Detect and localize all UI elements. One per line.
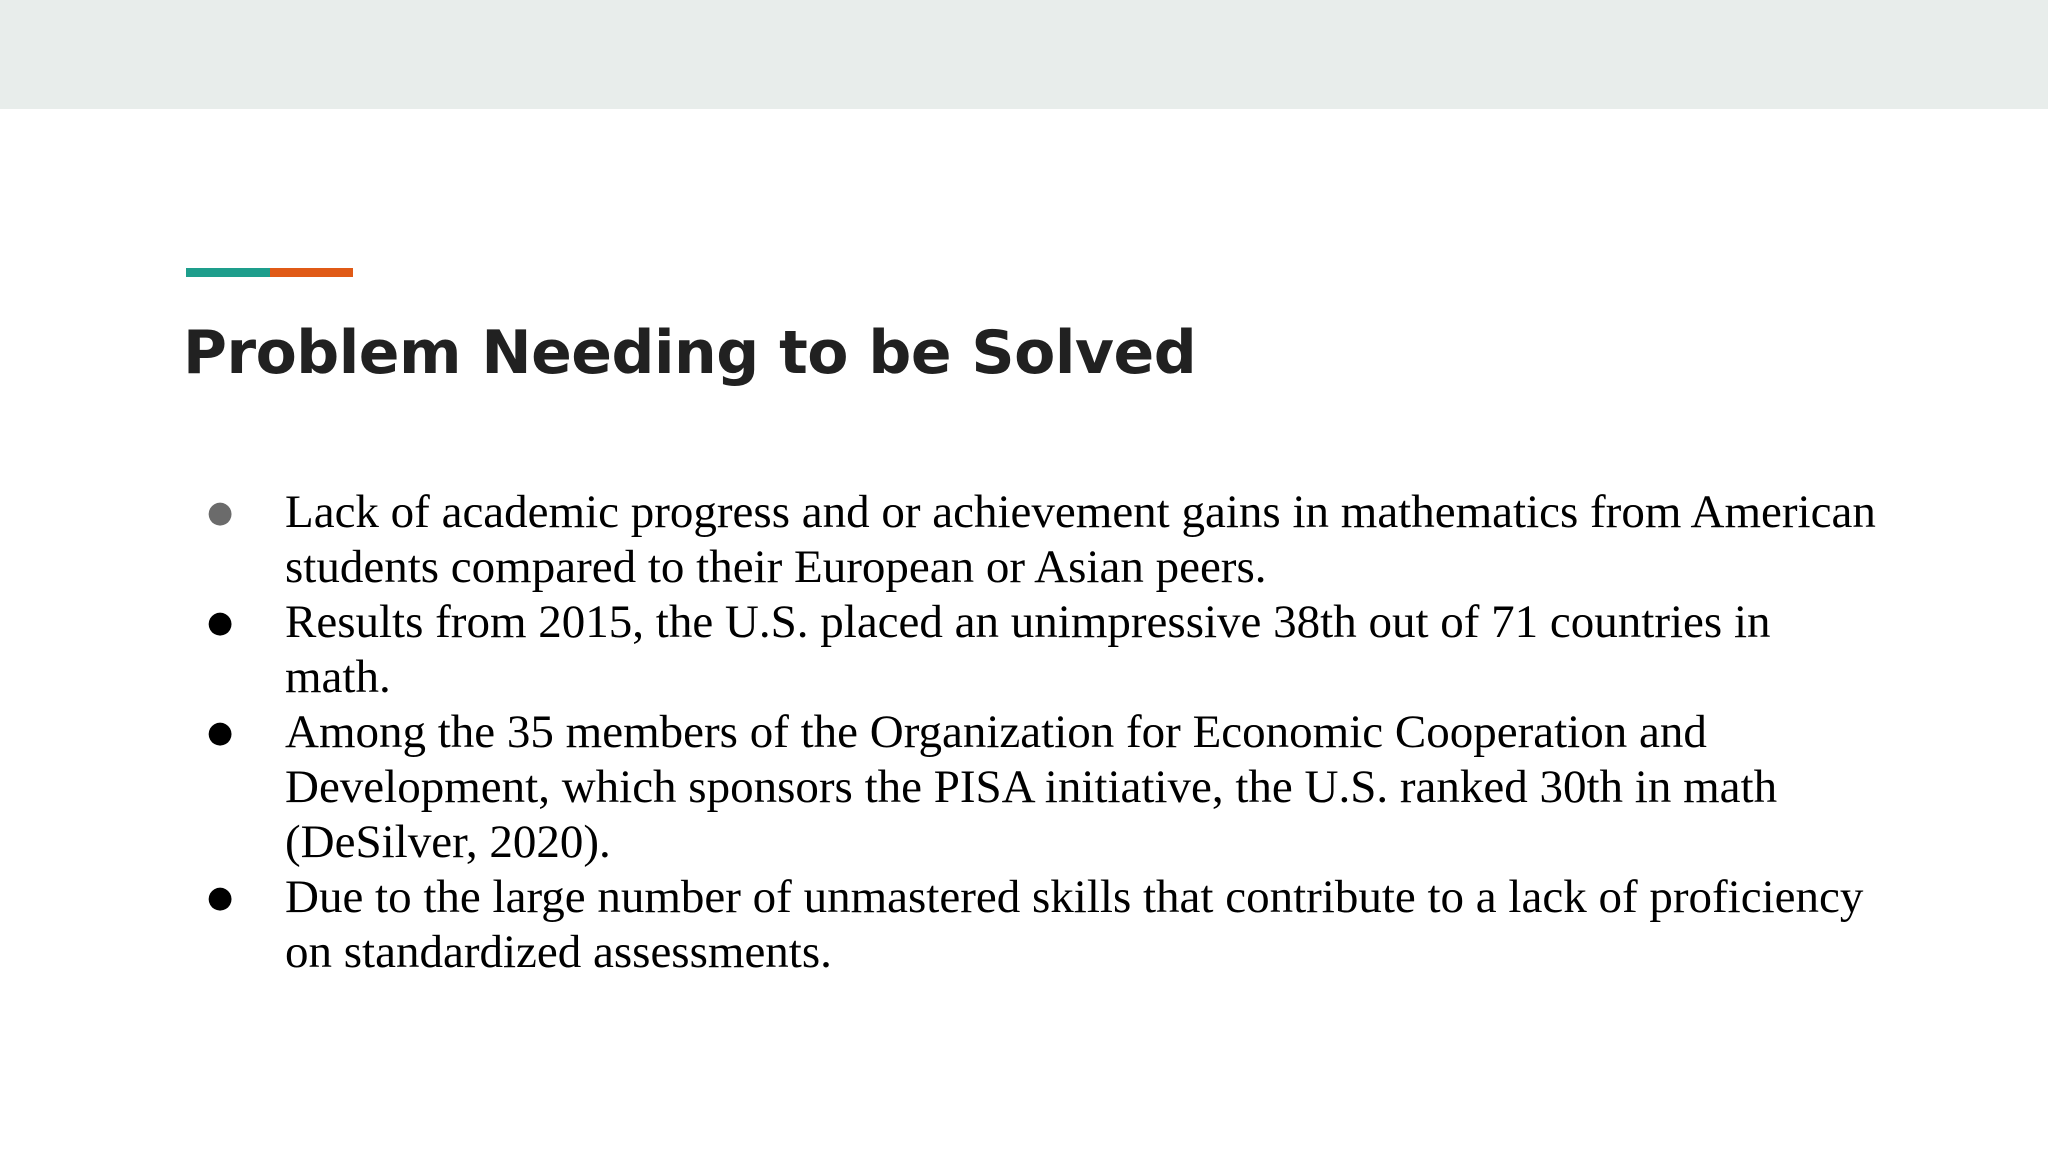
bullet-icon: ● <box>207 605 234 640</box>
bullet-item <box>200 705 1880 870</box>
bullet-text: Due to the large number of unmastered skills that contribute to a lack of proficiency on standardized assessments. <box>285 871 1864 978</box>
bullet-text: Lack of academic progress and or achievement gains in mathematics from American students compared to their European or Asian peers. <box>285 486 1876 593</box>
bullet-icon: ● <box>207 495 234 530</box>
bullet-text: Results from 2015, the U.S. placed an unimpressive 38th out of 71 countries in math. <box>285 596 1771 703</box>
bullet-icon: ● <box>207 880 234 915</box>
accent-teal-segment <box>186 268 270 277</box>
bullet-item <box>200 595 1880 705</box>
slide-title: Problem Needing to be Solved <box>183 318 1197 388</box>
bullet-icon: ● <box>207 715 234 750</box>
accent-orange-segment <box>270 268 353 277</box>
bullet-item <box>200 870 1880 980</box>
bullet-text: Among the 35 members of the Organization for Economic Cooperation and Development, which sponsors the PISA initiative, the U.S. ranked 30th in math (DeSilver, 2020). <box>285 706 1778 868</box>
title-accent-bar <box>186 268 353 277</box>
bullet-item <box>200 485 1880 595</box>
bullet-list <box>200 485 1880 980</box>
top-band <box>0 0 2048 109</box>
